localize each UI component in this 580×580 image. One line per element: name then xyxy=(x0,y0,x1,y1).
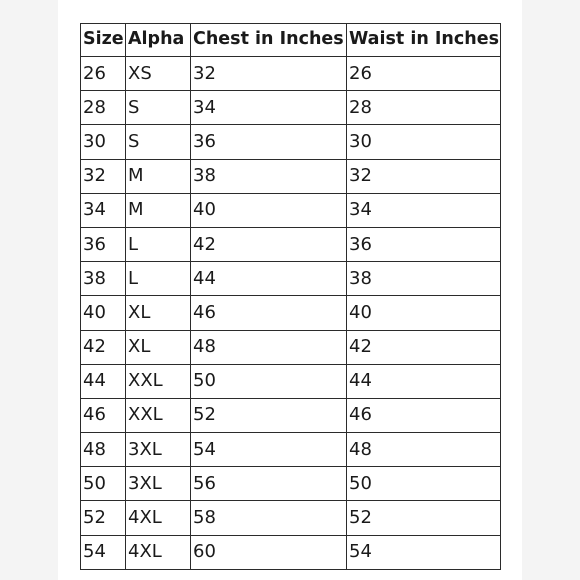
size-cell: 52 xyxy=(81,501,126,535)
size-cell: 36 xyxy=(81,227,126,261)
alpha-cell: 4XL xyxy=(126,501,191,535)
size-cell: 40 xyxy=(81,296,126,330)
table-row xyxy=(81,227,501,261)
alpha-cell: XL xyxy=(126,296,191,330)
waist-cell: 32 xyxy=(347,159,501,193)
waist-cell: 40 xyxy=(347,296,501,330)
alpha-cell: L xyxy=(126,262,191,296)
alpha-cell: 3XL xyxy=(126,467,191,501)
waist-cell: 46 xyxy=(347,398,501,432)
table-row xyxy=(81,91,501,125)
waist-cell: 52 xyxy=(347,501,501,535)
chest-cell: 46 xyxy=(191,296,347,330)
header-chest: Chest in Inches xyxy=(191,24,347,57)
chest-cell: 44 xyxy=(191,262,347,296)
table-row xyxy=(81,501,501,535)
waist-cell: 26 xyxy=(347,57,501,91)
chest-cell: 34 xyxy=(191,91,347,125)
chest-cell: 42 xyxy=(191,227,347,261)
chest-cell: 32 xyxy=(191,57,347,91)
size-cell: 46 xyxy=(81,398,126,432)
header-waist: Waist in Inches xyxy=(347,24,501,57)
table-row xyxy=(81,364,501,398)
waist-cell: 48 xyxy=(347,433,501,467)
waist-cell: 38 xyxy=(347,262,501,296)
size-cell: 32 xyxy=(81,159,126,193)
chest-cell: 38 xyxy=(191,159,347,193)
left-margin xyxy=(0,0,58,580)
alpha-cell: M xyxy=(126,159,191,193)
waist-cell: 30 xyxy=(347,125,501,159)
table-row xyxy=(81,467,501,501)
waist-cell: 28 xyxy=(347,91,501,125)
table-row xyxy=(81,296,501,330)
chest-cell: 56 xyxy=(191,467,347,501)
chest-cell: 40 xyxy=(191,193,347,227)
size-cell: 48 xyxy=(81,433,126,467)
waist-cell: 50 xyxy=(347,467,501,501)
chest-cell: 58 xyxy=(191,501,347,535)
table-row xyxy=(81,193,501,227)
header-alpha: Alpha xyxy=(126,24,191,57)
table-row xyxy=(81,262,501,296)
table-row xyxy=(81,57,501,91)
size-cell: 26 xyxy=(81,57,126,91)
size-cell: 34 xyxy=(81,193,126,227)
chest-cell: 50 xyxy=(191,364,347,398)
size-cell: 42 xyxy=(81,330,126,364)
size-cell: 44 xyxy=(81,364,126,398)
size-cell: 28 xyxy=(81,91,126,125)
alpha-cell: XXL xyxy=(126,398,191,432)
alpha-cell: S xyxy=(126,125,191,159)
waist-cell: 42 xyxy=(347,330,501,364)
alpha-cell: L xyxy=(126,227,191,261)
chest-cell: 54 xyxy=(191,433,347,467)
waist-cell: 36 xyxy=(347,227,501,261)
size-cell: 30 xyxy=(81,125,126,159)
table-row xyxy=(81,159,501,193)
size-chart-sheet xyxy=(58,0,522,580)
header-row xyxy=(81,24,501,57)
chest-cell: 48 xyxy=(191,330,347,364)
alpha-cell: XXL xyxy=(126,364,191,398)
size-chart-table xyxy=(80,23,501,570)
alpha-cell: XS xyxy=(126,57,191,91)
waist-cell: 44 xyxy=(347,364,501,398)
chest-cell: 52 xyxy=(191,398,347,432)
table-row xyxy=(81,398,501,432)
chest-cell: 60 xyxy=(191,535,347,569)
size-cell: 50 xyxy=(81,467,126,501)
chest-cell: 36 xyxy=(191,125,347,159)
table-row xyxy=(81,330,501,364)
table-row xyxy=(81,125,501,159)
alpha-cell: 3XL xyxy=(126,433,191,467)
table-row xyxy=(81,535,501,569)
table-row xyxy=(81,433,501,467)
waist-cell: 34 xyxy=(347,193,501,227)
alpha-cell: 4XL xyxy=(126,535,191,569)
alpha-cell: S xyxy=(126,91,191,125)
waist-cell: 54 xyxy=(347,535,501,569)
size-cell: 54 xyxy=(81,535,126,569)
header-size: Size xyxy=(81,24,126,57)
alpha-cell: M xyxy=(126,193,191,227)
alpha-cell: XL xyxy=(126,330,191,364)
size-cell: 38 xyxy=(81,262,126,296)
right-margin xyxy=(522,0,580,580)
